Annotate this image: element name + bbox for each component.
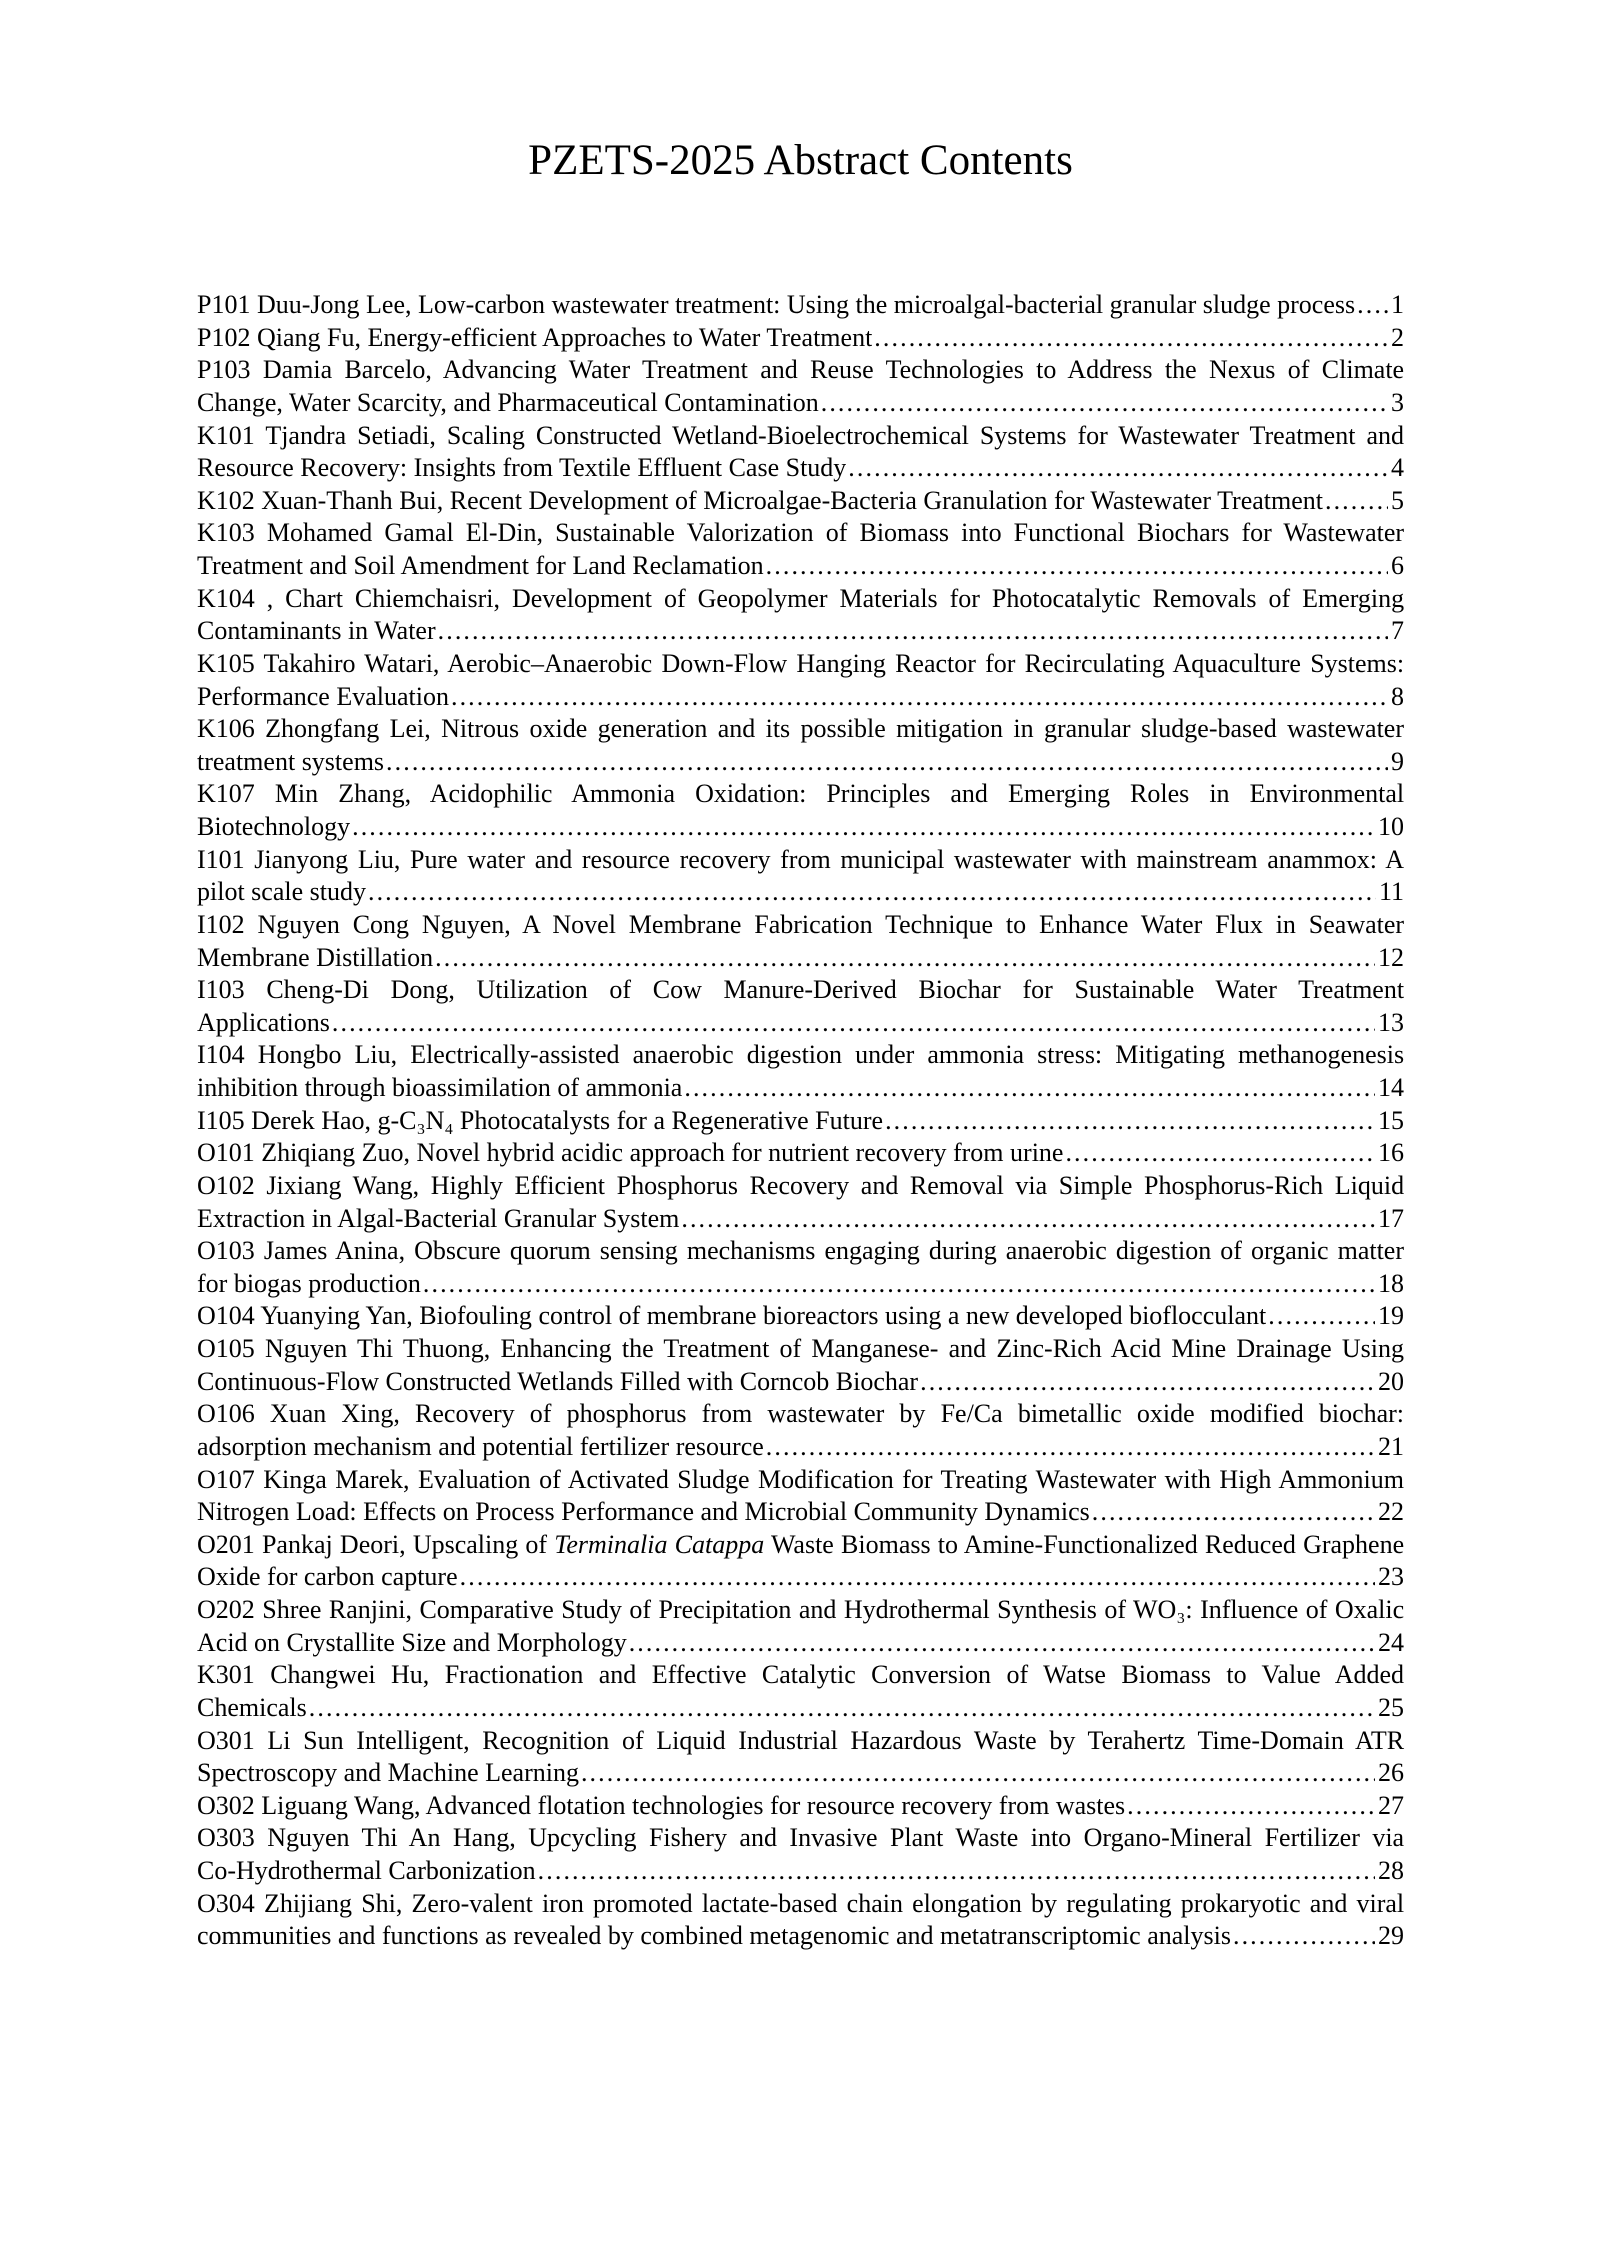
toc-entry <box>197 583 1404 648</box>
dot-leader <box>684 1072 1375 1105</box>
dot-leader <box>1233 1920 1375 1953</box>
entry-text: treatment systems <box>197 746 385 776</box>
page-number: 29 <box>1378 1921 1404 1951</box>
entry-text: Resource Recovery: Insights from Textile Effluent Case Study <box>197 453 847 483</box>
entry-text: Chemicals <box>197 1692 307 1722</box>
toc-line: K103 Mohamed Gamal El-Din, Sustainable Valorization of Biomass into Functional Biochars for Wastewater <box>197 518 1405 548</box>
entry-text: Oxide for carbon capture <box>197 1562 458 1592</box>
dot-leader <box>581 1757 1375 1790</box>
toc-line <box>197 289 1404 322</box>
toc-line: I102 Nguyen Cong Nguyen, A Novel Membrane Fabrication Technique to Enhance Water Flux in Seawater <box>197 909 1405 939</box>
toc-line: O103 James Anina, Obscure quorum sensing mechanisms engaging during anaerobic digestion of organic matter <box>197 1236 1405 1266</box>
page-number: 4 <box>1391 453 1404 483</box>
toc-line <box>197 452 1404 485</box>
toc-entry <box>197 1529 1404 1594</box>
dot-leader <box>629 1627 1375 1660</box>
toc-entry <box>197 1300 1404 1333</box>
entry-text: I105 Derek Hao, g-C₃N₄ Photocatalysts for a Regenerative Future <box>197 1105 884 1135</box>
dot-leader <box>423 1268 1375 1301</box>
page-number: 3 <box>1391 387 1404 417</box>
toc-line: O301 Li Sun Intelligent, Recognition of Liquid Industrial Hazardous Waste by Terahertz Time-Domain ATR <box>197 1725 1405 1755</box>
page-title: PZETS-2025 Abstract Contents <box>528 137 1073 184</box>
toc-line <box>197 550 1404 583</box>
toc-line: O201 Pankaj Deori, Upscaling of Terminalia Catappa Waste Biomass to Amine-Functionalized Reduced Graphene <box>197 1529 1405 1559</box>
dot-leader <box>874 322 1388 355</box>
toc-line <box>197 1855 1404 1888</box>
toc-line: I103 Cheng-Di Dong, Utilization of Cow Manure-Derived Biochar for Sustainable Water Treatment <box>197 975 1405 1005</box>
page-number: 7 <box>1391 616 1404 646</box>
toc-line <box>197 1300 1404 1333</box>
entry-text: for biogas production <box>197 1268 421 1298</box>
dot-leader <box>332 1007 1375 1040</box>
entry-text: K102 Xuan-Thanh Bui, Recent Development of Microalgae-Bacteria Granulation for Wastewater Treatment <box>197 485 1323 515</box>
toc-line: K301 Changwei Hu, Fractionation and Effective Catalytic Conversion of Watse Biomass to Value Added <box>197 1660 1405 1690</box>
dot-leader <box>766 550 1388 583</box>
toc-entry <box>197 1105 1404 1138</box>
page-number: 25 <box>1378 1692 1404 1722</box>
page-number: 20 <box>1378 1366 1404 1396</box>
toc-entry <box>197 420 1404 485</box>
toc-line: I101 Jianyong Liu, Pure water and resource recovery from municipal wastewater with mainstream anammox: A <box>197 844 1405 874</box>
dot-leader <box>1357 289 1388 322</box>
entry-text: communities and functions as revealed by combined metagenomic and metatranscriptomic analysis <box>197 1921 1231 1951</box>
dot-leader <box>766 1431 1375 1464</box>
dot-leader <box>681 1203 1375 1236</box>
toc-line <box>197 746 1404 779</box>
page-number: 15 <box>1378 1105 1404 1135</box>
toc-line: O303 Nguyen Thi An Hang, Upcycling Fishery and Invasive Plant Waste into Organo-Mineral Fertilizer via <box>197 1823 1405 1853</box>
toc-line <box>197 1137 1404 1170</box>
toc-line: P103 Damia Barcelo, Advancing Water Treatment and Reuse Technologies to Address the Nexus of Climate <box>197 355 1405 385</box>
page-number: 24 <box>1378 1627 1404 1657</box>
toc-entry <box>197 1888 1404 1953</box>
page-number: 14 <box>1378 1073 1404 1102</box>
toc-entry <box>197 909 1404 974</box>
toc-line: K104 , Chart Chiemchaisri, Development of Geopolymer Materials for Photocatalytic Removals of Emerging <box>197 583 1405 613</box>
toc-line <box>197 1920 1404 1953</box>
toc-line <box>197 387 1404 420</box>
entry-text: O101 Zhiqiang Zuo, Novel hybrid acidic approach for nutrient recovery from urine <box>197 1138 1064 1168</box>
entry-text: pilot scale study <box>197 877 366 907</box>
toc-entry <box>197 648 1404 713</box>
dot-leader <box>821 387 1388 420</box>
toc-list <box>197 289 1404 1953</box>
toc-entry <box>197 778 1404 843</box>
toc-line: K105 Takahiro Watari, Aerobic–Anaerobic Down-Flow Hanging Reactor for Recirculating Aquaculture Systems: <box>197 648 1405 678</box>
entry-text: Nitrogen Load: Effects on Process Performance and Microbial Community Dynamics <box>197 1497 1090 1527</box>
dot-leader <box>538 1855 1375 1888</box>
dot-leader <box>1268 1300 1375 1333</box>
dot-leader <box>435 942 1375 975</box>
toc-line <box>197 1561 1404 1594</box>
page-number: 9 <box>1391 746 1404 776</box>
page-number: 10 <box>1378 812 1404 841</box>
entry-text: O104 Yuanying Yan, Biofouling control of membrane bioreactors using a new developed bioflocculant <box>197 1301 1267 1331</box>
page-number: 13 <box>1378 1007 1404 1037</box>
toc-line <box>197 681 1404 714</box>
page-number: 1 <box>1391 290 1404 319</box>
toc-line <box>197 1627 1404 1660</box>
entry-text: inhibition through bioassimilation of ammonia <box>197 1073 683 1102</box>
toc-entry <box>197 1725 1404 1790</box>
toc-entry <box>197 1594 1404 1659</box>
toc-line: K106 Zhongfang Lei, Nitrous oxide generation and its possible mitigation in granular sludge-based wastewater <box>197 714 1404 744</box>
page-number: 2 <box>1391 322 1404 352</box>
page-number: 17 <box>1378 1203 1404 1233</box>
toc-entry <box>197 485 1404 518</box>
dot-leader <box>920 1366 1375 1399</box>
toc-line <box>197 876 1404 909</box>
toc-line <box>197 1007 1404 1040</box>
dot-leader <box>1127 1790 1375 1823</box>
entry-text: P102 Qiang Fu, Energy-efficient Approaches to Water Treatment <box>197 322 873 352</box>
toc-line: O106 Xuan Xing, Recovery of phosphorus from wastewater by Fe/Ca bimetallic oxide modified biochar: <box>197 1399 1405 1429</box>
toc-entry <box>197 1137 1404 1170</box>
toc-line <box>197 1268 1404 1301</box>
entry-text: Spectroscopy and Machine Learning <box>197 1758 579 1788</box>
entry-text: Membrane Distillation <box>197 942 434 972</box>
dot-leader <box>1065 1137 1375 1170</box>
page-number: 26 <box>1378 1758 1404 1788</box>
toc-entry <box>197 1659 1404 1724</box>
dot-leader <box>885 1105 1375 1138</box>
dot-leader <box>438 615 1388 648</box>
toc-entry <box>197 1235 1404 1300</box>
toc-entry <box>197 1398 1404 1463</box>
entry-text: Continuous-Flow Constructed Wetlands Filled with Corncob Biochar <box>197 1366 919 1396</box>
entry-text: Applications <box>197 1007 330 1037</box>
entry-text: Treatment and Soil Amendment for Land Reclamation <box>197 551 764 580</box>
toc-entry <box>197 1464 1404 1529</box>
toc-line <box>197 942 1404 975</box>
page-number: 12 <box>1378 942 1404 972</box>
toc-line <box>197 1072 1404 1105</box>
dot-leader <box>368 876 1376 909</box>
entry-text: adsorption mechanism and potential fertilizer resource <box>197 1431 764 1461</box>
entry-text: P101 Duu-Jong Lee, Low-carbon wastewater treatment: Using the microalgal-bacterial granular sludge process <box>197 290 1356 319</box>
toc-line <box>197 1366 1404 1399</box>
dot-leader <box>1325 485 1388 518</box>
page-number: 18 <box>1378 1268 1404 1298</box>
toc-line: I104 Hongbo Liu, Electrically-assisted anaerobic digestion under ammonia stress: Mitigating methanogenesis <box>197 1040 1405 1070</box>
entry-text: Performance Evaluation <box>197 681 449 711</box>
entry-text: Extraction in Algal-Bacterial Granular System <box>197 1203 680 1233</box>
toc-line <box>197 1203 1404 1236</box>
page-number: 28 <box>1378 1856 1404 1885</box>
toc-line: O202 Shree Ranjini, Comparative Study of Precipitation and Hydrothermal Synthesis of WO₃: Influence of Oxalic <box>197 1595 1405 1624</box>
toc-line <box>197 1496 1404 1529</box>
toc-line <box>197 1692 1404 1725</box>
toc-entry <box>197 844 1404 909</box>
toc-line: K101 Tjandra Setiadi, Scaling Constructed Wetland-Bioelectrochemical Systems for Wastewater Treatment and <box>197 420 1404 450</box>
entry-text: Acid on Crystallite Size and Morphology <box>197 1627 627 1657</box>
toc-entry <box>197 289 1404 322</box>
toc-line <box>197 615 1404 648</box>
toc-entry <box>197 1822 1404 1887</box>
toc-line <box>197 1431 1404 1464</box>
toc-line <box>197 485 1404 518</box>
entry-text: Change, Water Scarcity, and Pharmaceutical Contamination <box>197 387 819 417</box>
entry-text: Biotechnology <box>197 812 351 841</box>
page-number: 6 <box>1391 551 1404 580</box>
page-number: 21 <box>1378 1431 1404 1461</box>
dot-leader <box>451 681 1388 714</box>
dot-leader <box>309 1692 1375 1725</box>
toc-line <box>197 811 1404 844</box>
toc-line: O107 Kinga Marek, Evaluation of Activated Sludge Modification for Treating Wastewater with High Ammonium <box>197 1464 1404 1494</box>
page-number: 19 <box>1378 1301 1404 1331</box>
toc-entry <box>197 1170 1404 1235</box>
entry-text: Contaminants in Water <box>197 616 436 646</box>
dot-leader <box>460 1561 1375 1594</box>
toc-entry <box>197 1790 1404 1823</box>
page-number: 16 <box>1378 1138 1404 1168</box>
toc-entry <box>197 713 1404 778</box>
toc-line <box>197 1790 1404 1823</box>
page-number: 27 <box>1378 1790 1404 1820</box>
page-number: 8 <box>1391 681 1404 711</box>
dot-leader <box>386 746 1388 779</box>
toc-line <box>197 1757 1404 1790</box>
toc-entry <box>197 1039 1404 1104</box>
page-number: 5 <box>1391 485 1404 515</box>
toc-entry <box>197 1333 1404 1398</box>
dot-leader <box>1092 1496 1375 1529</box>
toc-entry <box>197 354 1404 419</box>
dot-leader <box>352 811 1375 844</box>
dot-leader <box>848 452 1388 485</box>
entry-text: Co-Hydrothermal Carbonization <box>197 1856 536 1885</box>
page-number: 22 <box>1378 1497 1404 1527</box>
toc-line: O102 Jixiang Wang, Highly Efficient Phosphorus Recovery and Removal via Simple Phosphorus-Rich Liquid <box>197 1170 1405 1200</box>
toc-line <box>197 1105 1404 1138</box>
toc-entry <box>197 322 1404 355</box>
toc-line: K107 Min Zhang, Acidophilic Ammonia Oxidation: Principles and Emerging Roles in Environmental <box>197 779 1405 809</box>
page-number: 23 <box>1378 1562 1404 1592</box>
toc-entry <box>197 974 1404 1039</box>
toc-line: O105 Nguyen Thi Thuong, Enhancing the Treatment of Manganese- and Zinc-Rich Acid Mine Drainage Using <box>197 1334 1405 1363</box>
toc-entry <box>197 517 1404 582</box>
entry-text: O302 Liguang Wang, Advanced flotation technologies for resource recovery from wastes <box>197 1790 1126 1820</box>
page-number: 11 <box>1378 877 1404 907</box>
toc-line: O304 Zhijiang Shi, Zero-valent iron promoted lactate-based chain elongation by regulating prokaryotic and viral <box>197 1888 1405 1918</box>
toc-line <box>197 322 1404 355</box>
